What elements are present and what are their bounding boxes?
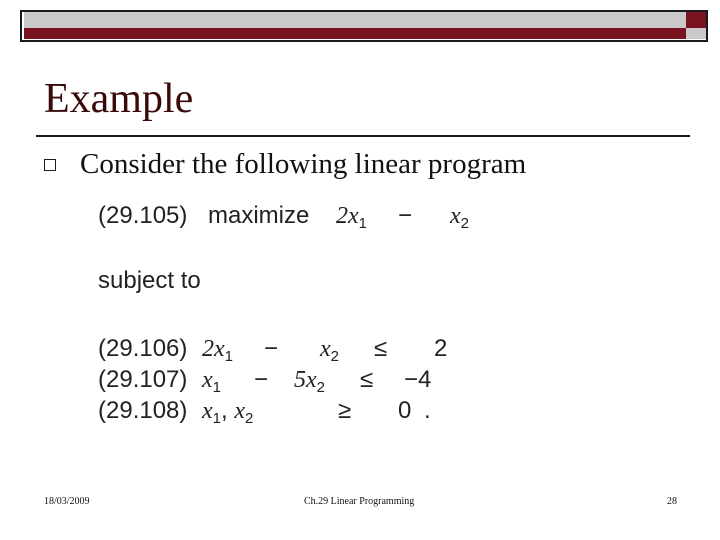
operator: − [264, 335, 279, 362]
rhs: 0 [398, 397, 412, 424]
linear-program-image [98, 192, 618, 442]
relation: ≥ [338, 397, 352, 424]
term: $2x_1$ [202, 336, 233, 365]
eq-number: (29.107) [98, 366, 188, 393]
page-number: 28 [667, 496, 677, 507]
rhs: 2 [434, 335, 448, 362]
bullet-square-icon [44, 159, 56, 171]
eq-number: (29.106) [98, 335, 188, 362]
banner-red-square [686, 12, 706, 28]
relation: ≤ [374, 335, 388, 362]
footer-course: Ch.29 Linear Programming [304, 496, 415, 507]
term: $x_2$ [450, 203, 469, 232]
eq-number: (29.108) [98, 397, 188, 424]
variables: $x_1$, $x_2$ [202, 397, 254, 427]
term: $x_1$ [202, 367, 221, 396]
eq-number: (29.105) [98, 202, 188, 229]
bullet-text: Consider the following linear program [80, 148, 527, 180]
operator: − [398, 202, 413, 229]
relation: ≤ [360, 366, 374, 393]
maximize-keyword: maximize [208, 202, 310, 229]
term: $x_2$ [320, 336, 339, 365]
period: . [424, 397, 431, 424]
footer-date: 18/03/2009 [44, 496, 90, 507]
banner-red-band [24, 28, 686, 39]
banner-gray-band [24, 12, 686, 28]
operator: − [254, 366, 269, 393]
slide-title: Example [44, 76, 194, 122]
banner-gray-square [686, 28, 706, 39]
title-underline [36, 135, 690, 137]
rhs: −4 [404, 366, 432, 393]
subject-to: subject to [98, 267, 201, 294]
term: $2x_1$ [336, 203, 367, 232]
term: $5x_2$ [294, 367, 325, 396]
